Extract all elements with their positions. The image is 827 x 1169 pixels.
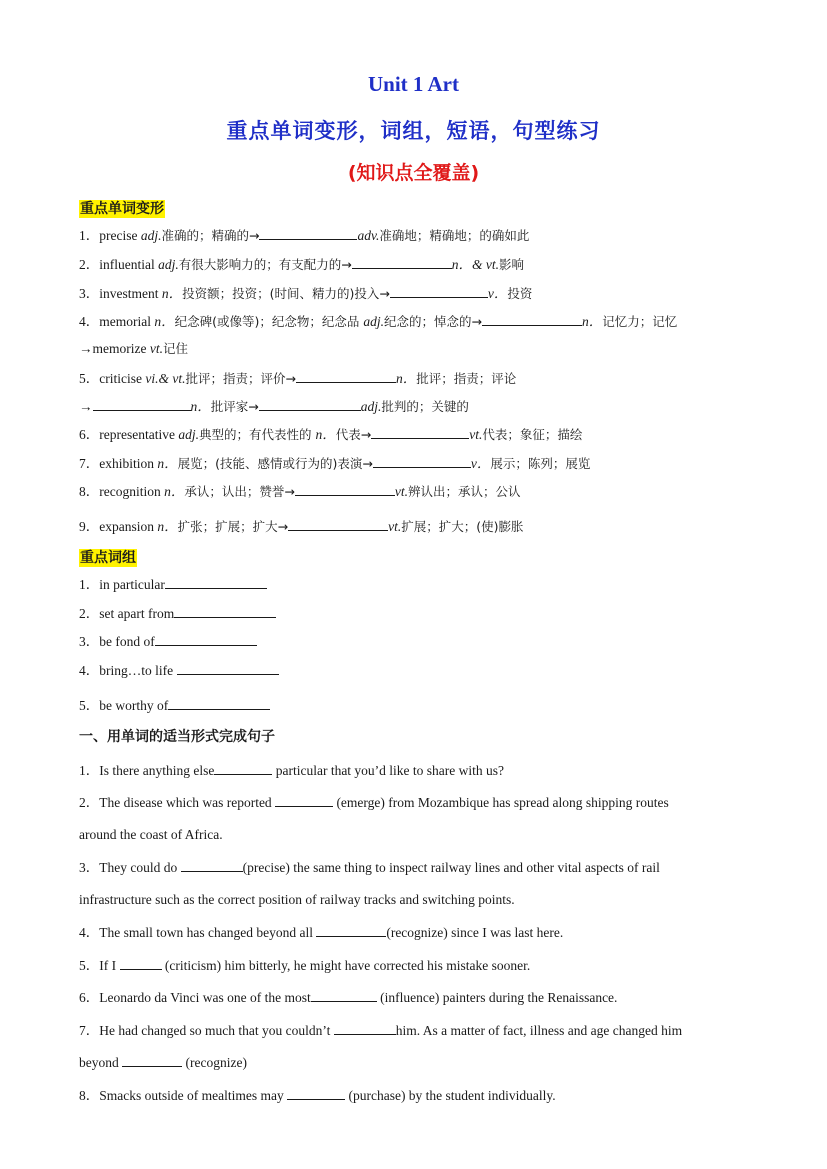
answer-blank[interactable] (334, 1021, 396, 1035)
word-item-8: 8．recognition n．承认；认出；赞誉→ vt.辨认出；承认；公认 (79, 484, 521, 499)
word-item-4: 4．memorial n．纪念碑(或像等)；纪念物；纪念品 adj.纪念的；悼念的→ n．记忆力；记忆 (79, 314, 678, 329)
sentence-item-4: 4．The small town has changed beyond all (recognize) since I was last here. (79, 925, 564, 940)
sentence-item-7: 7．He had changed so much that you couldn’t him. As a matter of fact, illness and age changed him (79, 1023, 683, 1038)
answer-blank[interactable] (120, 956, 162, 970)
answer-blank[interactable] (295, 482, 395, 496)
word-item-1: 1．precise adj.准确的；精确的→ adv.准确地；精确地；的确如此 (79, 228, 530, 243)
phrase-item-3: 3．be fond of (79, 632, 257, 651)
word-item-5: 5．criticise vi.& vt.批评；指责；评价→ n．批评；指责；评论 (79, 371, 517, 386)
sentence-item-2: 2．The disease which was reported (emerge) from Mozambique has spread along shipping routes (79, 795, 669, 810)
answer-blank[interactable] (311, 988, 377, 1002)
word-item-6: 6．representative adj.典型的；有代表性的 n．代表→ vt.代表；象征；描绘 (79, 427, 583, 442)
sentence-item-3-continued: infrastructure such as the correct position of railway tracks and switching points. (79, 892, 515, 907)
answer-blank[interactable] (259, 397, 361, 411)
word-item-5-continued: → n．批评家→ adj.批判的；关键的 (79, 399, 469, 414)
section-heading-phrases: 重点词组 (80, 550, 136, 566)
answer-blank[interactable] (177, 661, 279, 675)
answer-blank[interactable] (122, 1053, 182, 1067)
section-heading-words: 重点单词变形 (80, 201, 164, 217)
answer-blank[interactable] (287, 1086, 345, 1100)
sentence-item-8: 8．Smacks outside of mealtimes may (purchase) by the student individually. (79, 1088, 556, 1103)
answer-blank[interactable] (214, 761, 272, 775)
coverage-note: (知识点全覆盖) (347, 162, 480, 184)
answer-blank[interactable] (373, 454, 471, 468)
answer-blank[interactable] (275, 793, 333, 807)
answer-blank[interactable] (181, 858, 243, 872)
sentence-item-6: 6．Leonardo da Vinci was one of the most (influence) painters during the Renaissance. (79, 990, 618, 1005)
section-heading-sentences: 一、用单词的适当形式完成句子 (79, 729, 275, 745)
word-item-3: 3．investment n．投资额；投资；(时间、精力的)投入→ v．投资 (79, 286, 533, 301)
sentence-item-3: 3．They could do (precise) the same thing to inspect railway lines and other vital aspects of rail (79, 860, 660, 875)
sentence-item-7-continued: beyond (recognize) (79, 1055, 247, 1070)
word-item-4-continued: →memorize vt.记住 (79, 341, 188, 356)
answer-blank[interactable] (168, 696, 270, 710)
sentence-item-1: 1．Is there anything else particular that you’d like to share with us? (79, 763, 505, 778)
unit-title: Unit 1 Art (368, 72, 459, 96)
sentence-item-5: 5．If I (criticism) him bitterly, he might have corrected his mistake sooner. (79, 958, 531, 973)
answer-blank[interactable] (288, 517, 388, 531)
word-item-9: 9．expansion n．扩张；扩展；扩大→ vt.扩展；扩大；(使)膨胀 (79, 519, 524, 534)
answer-blank[interactable] (93, 397, 191, 411)
answer-blank[interactable] (371, 425, 469, 439)
sentence-item-2-continued: around the coast of Africa. (79, 827, 223, 842)
answer-blank[interactable] (174, 604, 276, 618)
worksheet-subtitle: 重点单词变形，词组，短语，句型练习 (226, 119, 601, 143)
word-item-2: 2．influential adj.有很大影响力的；有支配力的→ n．& vt.影响 (79, 257, 524, 272)
answer-blank[interactable] (316, 923, 386, 937)
phrase-item-5: 5．be worthy of (79, 696, 270, 715)
answer-blank[interactable] (296, 369, 396, 383)
answer-blank[interactable] (155, 632, 257, 646)
word-item-7: 7．exhibition n．展览；(技能、感情或行为的)表演→ v．展示；陈列；展览 (79, 456, 591, 471)
answer-blank[interactable] (482, 312, 582, 326)
answer-blank[interactable] (259, 226, 357, 240)
phrase-item-1: 1．in particular (79, 575, 267, 594)
answer-blank[interactable] (165, 575, 267, 589)
answer-blank[interactable] (352, 255, 452, 269)
phrase-item-2: 2．set apart from (79, 604, 276, 623)
answer-blank[interactable] (390, 284, 488, 298)
phrase-item-4: 4．bring…to life (79, 661, 279, 680)
